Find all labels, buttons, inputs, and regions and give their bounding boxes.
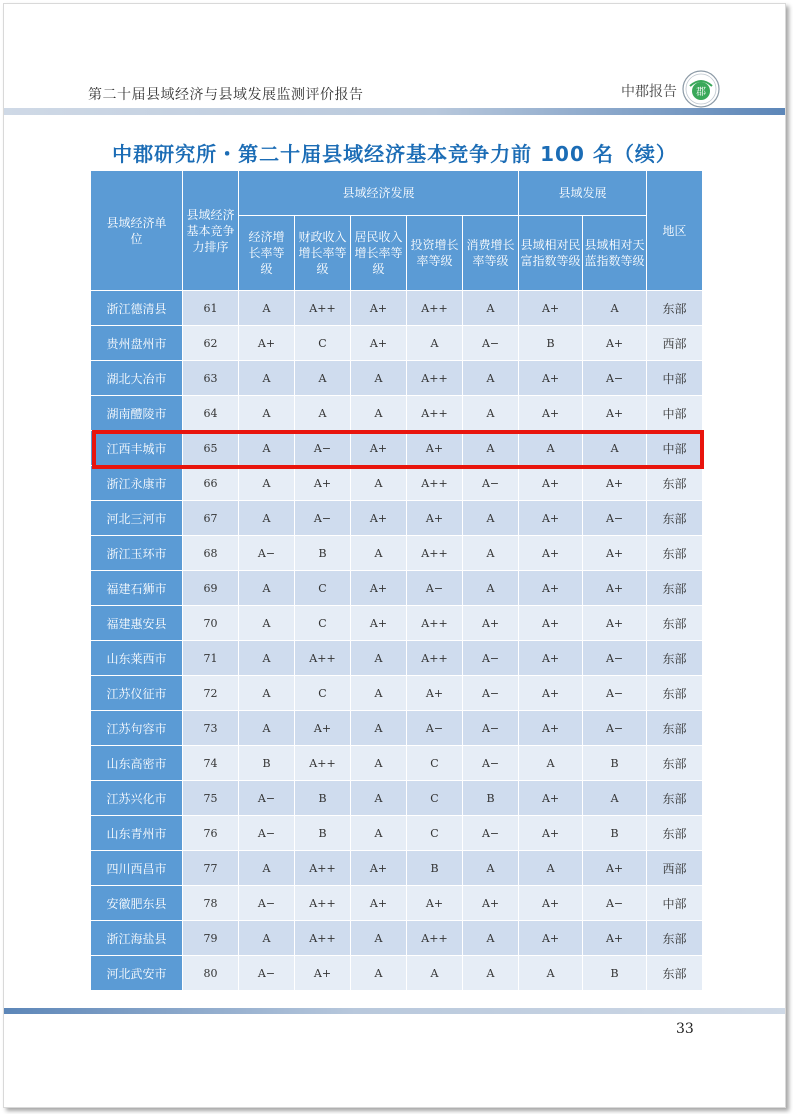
- table-row: [91, 641, 703, 676]
- cell-fiscal: A++: [295, 851, 351, 886]
- table-row: [91, 851, 703, 886]
- cell-econ: A: [239, 291, 295, 326]
- cell-invest: A++: [407, 921, 463, 956]
- cell-sky: B: [583, 956, 647, 991]
- cell-consume: A: [463, 921, 519, 956]
- cell-consume: A: [463, 571, 519, 606]
- cell-wealth: A+: [519, 886, 583, 921]
- cell-fiscal: A+: [295, 956, 351, 991]
- cell-sky: A+: [583, 921, 647, 956]
- cell-econ: A: [239, 501, 295, 536]
- cell-region: 东部: [647, 641, 703, 676]
- cell-fiscal: C: [295, 606, 351, 641]
- cell-region: 东部: [647, 781, 703, 816]
- cell-fiscal: A++: [295, 641, 351, 676]
- cell-wealth: A+: [519, 641, 583, 676]
- cell-invest: A++: [407, 361, 463, 396]
- col-header-region: 地区: [647, 171, 703, 291]
- cell-consume: A−: [463, 641, 519, 676]
- running-header-brand: 中郡报告: [621, 84, 677, 100]
- cell-econ: A: [239, 431, 295, 466]
- cell-sky: A: [583, 781, 647, 816]
- cell-unit: 江西丰城市: [91, 431, 183, 466]
- col-header-income-growth: 居民收入增长率等级: [351, 216, 407, 291]
- cell-sky: A−: [583, 641, 647, 676]
- cell-sky: A−: [583, 886, 647, 921]
- cell-unit: 江苏仪征市: [91, 676, 183, 711]
- cell-income: A+: [351, 501, 407, 536]
- cell-income: A+: [351, 291, 407, 326]
- cell-fiscal: A: [295, 361, 351, 396]
- cell-region: 东部: [647, 466, 703, 501]
- table-row: [91, 536, 703, 571]
- cell-econ: B: [239, 746, 295, 781]
- cell-unit: 山东高密市: [91, 746, 183, 781]
- group-header-development: 县域发展: [519, 171, 647, 216]
- cell-rank: 78: [183, 886, 239, 921]
- cell-rank: 73: [183, 711, 239, 746]
- cell-invest: A++: [407, 291, 463, 326]
- cell-rank: 72: [183, 676, 239, 711]
- cell-econ: A: [239, 711, 295, 746]
- cell-region: 东部: [647, 291, 703, 326]
- cell-econ: A−: [239, 536, 295, 571]
- cell-wealth: A+: [519, 816, 583, 851]
- cell-invest: A+: [407, 886, 463, 921]
- cell-consume: A−: [463, 746, 519, 781]
- cell-consume: A−: [463, 676, 519, 711]
- cell-sky: A: [583, 431, 647, 466]
- cell-unit: 河北武安市: [91, 956, 183, 991]
- cell-income: A+: [351, 326, 407, 361]
- cell-consume: A: [463, 956, 519, 991]
- cell-sky: B: [583, 746, 647, 781]
- cell-sky: A+: [583, 326, 647, 361]
- cell-fiscal: C: [295, 676, 351, 711]
- cell-wealth: A+: [519, 921, 583, 956]
- cell-region: 东部: [647, 606, 703, 641]
- cell-sky: A+: [583, 536, 647, 571]
- cell-region: 中部: [647, 361, 703, 396]
- cell-sky: A+: [583, 571, 647, 606]
- cell-unit: 安徽肥东县: [91, 886, 183, 921]
- table-row: [91, 606, 703, 641]
- table-row: [91, 571, 703, 606]
- cell-invest: A++: [407, 606, 463, 641]
- cell-wealth: A+: [519, 361, 583, 396]
- cell-wealth: A+: [519, 466, 583, 501]
- cell-fiscal: A−: [295, 431, 351, 466]
- cell-econ: A: [239, 921, 295, 956]
- cell-consume: A: [463, 501, 519, 536]
- cell-fiscal: A+: [295, 711, 351, 746]
- cell-unit: 浙江德清县: [91, 291, 183, 326]
- cell-rank: 74: [183, 746, 239, 781]
- cell-wealth: A+: [519, 396, 583, 431]
- cell-econ: A: [239, 676, 295, 711]
- cell-invest: C: [407, 746, 463, 781]
- ranking-table: [90, 170, 703, 991]
- cell-wealth: A+: [519, 536, 583, 571]
- cell-region: 东部: [647, 921, 703, 956]
- cell-sky: A+: [583, 606, 647, 641]
- cell-consume: A−: [463, 711, 519, 746]
- cell-unit: 浙江海盐县: [91, 921, 183, 956]
- cell-wealth: B: [519, 326, 583, 361]
- cell-unit: 湖南醴陵市: [91, 396, 183, 431]
- cell-region: 东部: [647, 571, 703, 606]
- cell-econ: A: [239, 466, 295, 501]
- cell-consume: A: [463, 431, 519, 466]
- table-row: [91, 396, 703, 431]
- cell-fiscal: A++: [295, 291, 351, 326]
- cell-income: A: [351, 466, 407, 501]
- table-row: [91, 746, 703, 781]
- cell-consume: A: [463, 851, 519, 886]
- cell-invest: A+: [407, 501, 463, 536]
- cell-wealth: A+: [519, 711, 583, 746]
- cell-income: A: [351, 956, 407, 991]
- table-row: [91, 711, 703, 746]
- cell-sky: A+: [583, 466, 647, 501]
- cell-region: 东部: [647, 746, 703, 781]
- cell-econ: A: [239, 361, 295, 396]
- table-row: [91, 466, 703, 501]
- cell-econ: A: [239, 571, 295, 606]
- cell-econ: A: [239, 606, 295, 641]
- table-body: [91, 291, 703, 991]
- cell-sky: A: [583, 291, 647, 326]
- cell-income: A+: [351, 431, 407, 466]
- table-row: [91, 676, 703, 711]
- cell-region: 东部: [647, 536, 703, 571]
- cell-econ: A−: [239, 781, 295, 816]
- cell-consume: A: [463, 536, 519, 571]
- page-number: 33: [676, 1021, 694, 1037]
- cell-unit: 山东莱西市: [91, 641, 183, 676]
- cell-region: 中部: [647, 431, 703, 466]
- table-row: [91, 956, 703, 991]
- cell-econ: A−: [239, 816, 295, 851]
- cell-income: A: [351, 676, 407, 711]
- table-row: [91, 501, 703, 536]
- cell-econ: A: [239, 851, 295, 886]
- cell-consume: B: [463, 781, 519, 816]
- cell-rank: 65: [183, 431, 239, 466]
- cell-consume: A: [463, 361, 519, 396]
- cell-consume: A−: [463, 816, 519, 851]
- cell-fiscal: A: [295, 396, 351, 431]
- cell-invest: C: [407, 816, 463, 851]
- cell-invest: A−: [407, 571, 463, 606]
- cell-rank: 75: [183, 781, 239, 816]
- cell-income: A+: [351, 886, 407, 921]
- cell-wealth: A+: [519, 501, 583, 536]
- cell-invest: A++: [407, 396, 463, 431]
- table-row: [91, 886, 703, 921]
- cell-region: 西部: [647, 851, 703, 886]
- cell-region: 东部: [647, 676, 703, 711]
- cell-econ: A−: [239, 956, 295, 991]
- cell-unit: 山东青州市: [91, 816, 183, 851]
- cell-fiscal: B: [295, 536, 351, 571]
- table-row: [91, 921, 703, 956]
- cell-unit: 福建石狮市: [91, 571, 183, 606]
- cell-sky: A+: [583, 396, 647, 431]
- cell-unit: 河北三河市: [91, 501, 183, 536]
- cell-rank: 62: [183, 326, 239, 361]
- cell-region: 东部: [647, 816, 703, 851]
- cell-invest: A: [407, 326, 463, 361]
- cell-income: A: [351, 816, 407, 851]
- cell-invest: A++: [407, 641, 463, 676]
- cell-rank: 66: [183, 466, 239, 501]
- cell-income: A+: [351, 851, 407, 886]
- col-header-econ-growth: 经济增长率等级: [239, 216, 295, 291]
- cell-region: 中部: [647, 886, 703, 921]
- cell-invest: C: [407, 781, 463, 816]
- table-row: [91, 781, 703, 816]
- cell-rank: 76: [183, 816, 239, 851]
- cell-fiscal: C: [295, 571, 351, 606]
- cell-income: A: [351, 396, 407, 431]
- table-row: [91, 326, 703, 361]
- cell-invest: A++: [407, 466, 463, 501]
- cell-unit: 贵州盘州市: [91, 326, 183, 361]
- cell-rank: 63: [183, 361, 239, 396]
- table-row: [91, 431, 703, 466]
- cell-fiscal: B: [295, 781, 351, 816]
- cell-income: A+: [351, 571, 407, 606]
- cell-region: 东部: [647, 711, 703, 746]
- cell-rank: 67: [183, 501, 239, 536]
- table-row: [91, 816, 703, 851]
- cell-rank: 70: [183, 606, 239, 641]
- cell-income: A: [351, 536, 407, 571]
- cell-sky: A−: [583, 361, 647, 396]
- cell-invest: A+: [407, 676, 463, 711]
- cell-invest: A−: [407, 711, 463, 746]
- group-header-economy: 县域经济发展: [239, 171, 519, 216]
- cell-wealth: A: [519, 956, 583, 991]
- cell-unit: 湖北大冶市: [91, 361, 183, 396]
- cell-unit: 浙江玉环市: [91, 536, 183, 571]
- cell-income: A: [351, 921, 407, 956]
- cell-sky: B: [583, 816, 647, 851]
- cell-fiscal: C: [295, 326, 351, 361]
- cell-income: A: [351, 641, 407, 676]
- cell-invest: A+: [407, 431, 463, 466]
- cell-income: A: [351, 781, 407, 816]
- cell-wealth: A: [519, 431, 583, 466]
- cell-wealth: A: [519, 851, 583, 886]
- cell-region: 中部: [647, 396, 703, 431]
- cell-econ: A−: [239, 886, 295, 921]
- cell-wealth: A+: [519, 571, 583, 606]
- col-header-consume-growth: 消费增长率等级: [463, 216, 519, 291]
- footer-rule: [4, 1008, 785, 1014]
- cell-wealth: A+: [519, 606, 583, 641]
- running-header-title: 第二十届县域经济与县域发展监测评价报告: [88, 87, 364, 103]
- cell-rank: 69: [183, 571, 239, 606]
- cell-region: 西部: [647, 326, 703, 361]
- cell-consume: A−: [463, 326, 519, 361]
- cell-rank: 68: [183, 536, 239, 571]
- cell-consume: A: [463, 396, 519, 431]
- cell-unit: 江苏兴化市: [91, 781, 183, 816]
- table-row: [91, 361, 703, 396]
- cell-sky: A−: [583, 676, 647, 711]
- col-header-fiscal-growth: 财政收入增长率等级: [295, 216, 351, 291]
- cell-consume: A+: [463, 886, 519, 921]
- cell-econ: A: [239, 641, 295, 676]
- cell-consume: A: [463, 291, 519, 326]
- cell-income: A: [351, 361, 407, 396]
- cell-fiscal: A+: [295, 466, 351, 501]
- cell-fiscal: A++: [295, 921, 351, 956]
- cell-sky: A+: [583, 851, 647, 886]
- cell-sky: A−: [583, 501, 647, 536]
- cell-invest: B: [407, 851, 463, 886]
- cell-invest: A: [407, 956, 463, 991]
- cell-sky: A−: [583, 711, 647, 746]
- cell-income: A: [351, 746, 407, 781]
- col-header-sky-index: 县域相对天蓝指数等级: [583, 216, 647, 291]
- cell-rank: 71: [183, 641, 239, 676]
- cell-wealth: A+: [519, 291, 583, 326]
- cell-consume: A+: [463, 606, 519, 641]
- cell-region: 东部: [647, 956, 703, 991]
- col-header-wealth-index: 县域相对民富指数等级: [519, 216, 583, 291]
- cell-econ: A: [239, 396, 295, 431]
- cell-fiscal: A++: [295, 746, 351, 781]
- zhongjun-logo: [682, 70, 720, 108]
- logo-char: 郡: [696, 87, 706, 98]
- cell-unit: 四川西昌市: [91, 851, 183, 886]
- col-header-unit: 县域经济单位: [91, 171, 183, 291]
- cell-fiscal: A++: [295, 886, 351, 921]
- cell-rank: 64: [183, 396, 239, 431]
- header-rule: [4, 108, 785, 115]
- cell-fiscal: B: [295, 816, 351, 851]
- cell-unit: 浙江永康市: [91, 466, 183, 501]
- cell-wealth: A+: [519, 781, 583, 816]
- cell-wealth: A+: [519, 676, 583, 711]
- report-page: [3, 3, 786, 1108]
- table-title: 中郡研究所・第二十届县域经济基本竞争力前 100 名（续）: [112, 142, 677, 166]
- cell-unit: 福建惠安县: [91, 606, 183, 641]
- col-header-rank: 县域经济基本竞争力排序: [183, 171, 239, 291]
- cell-invest: A++: [407, 536, 463, 571]
- cell-rank: 61: [183, 291, 239, 326]
- cell-fiscal: A−: [295, 501, 351, 536]
- cell-income: A+: [351, 606, 407, 641]
- cell-rank: 80: [183, 956, 239, 991]
- cell-income: A: [351, 711, 407, 746]
- cell-region: 东部: [647, 501, 703, 536]
- col-header-invest-growth: 投资增长率等级: [407, 216, 463, 291]
- cell-rank: 77: [183, 851, 239, 886]
- cell-wealth: A: [519, 746, 583, 781]
- cell-rank: 79: [183, 921, 239, 956]
- cell-unit: 江苏句容市: [91, 711, 183, 746]
- cell-consume: A−: [463, 466, 519, 501]
- cell-econ: A+: [239, 326, 295, 361]
- table-row: [91, 291, 703, 326]
